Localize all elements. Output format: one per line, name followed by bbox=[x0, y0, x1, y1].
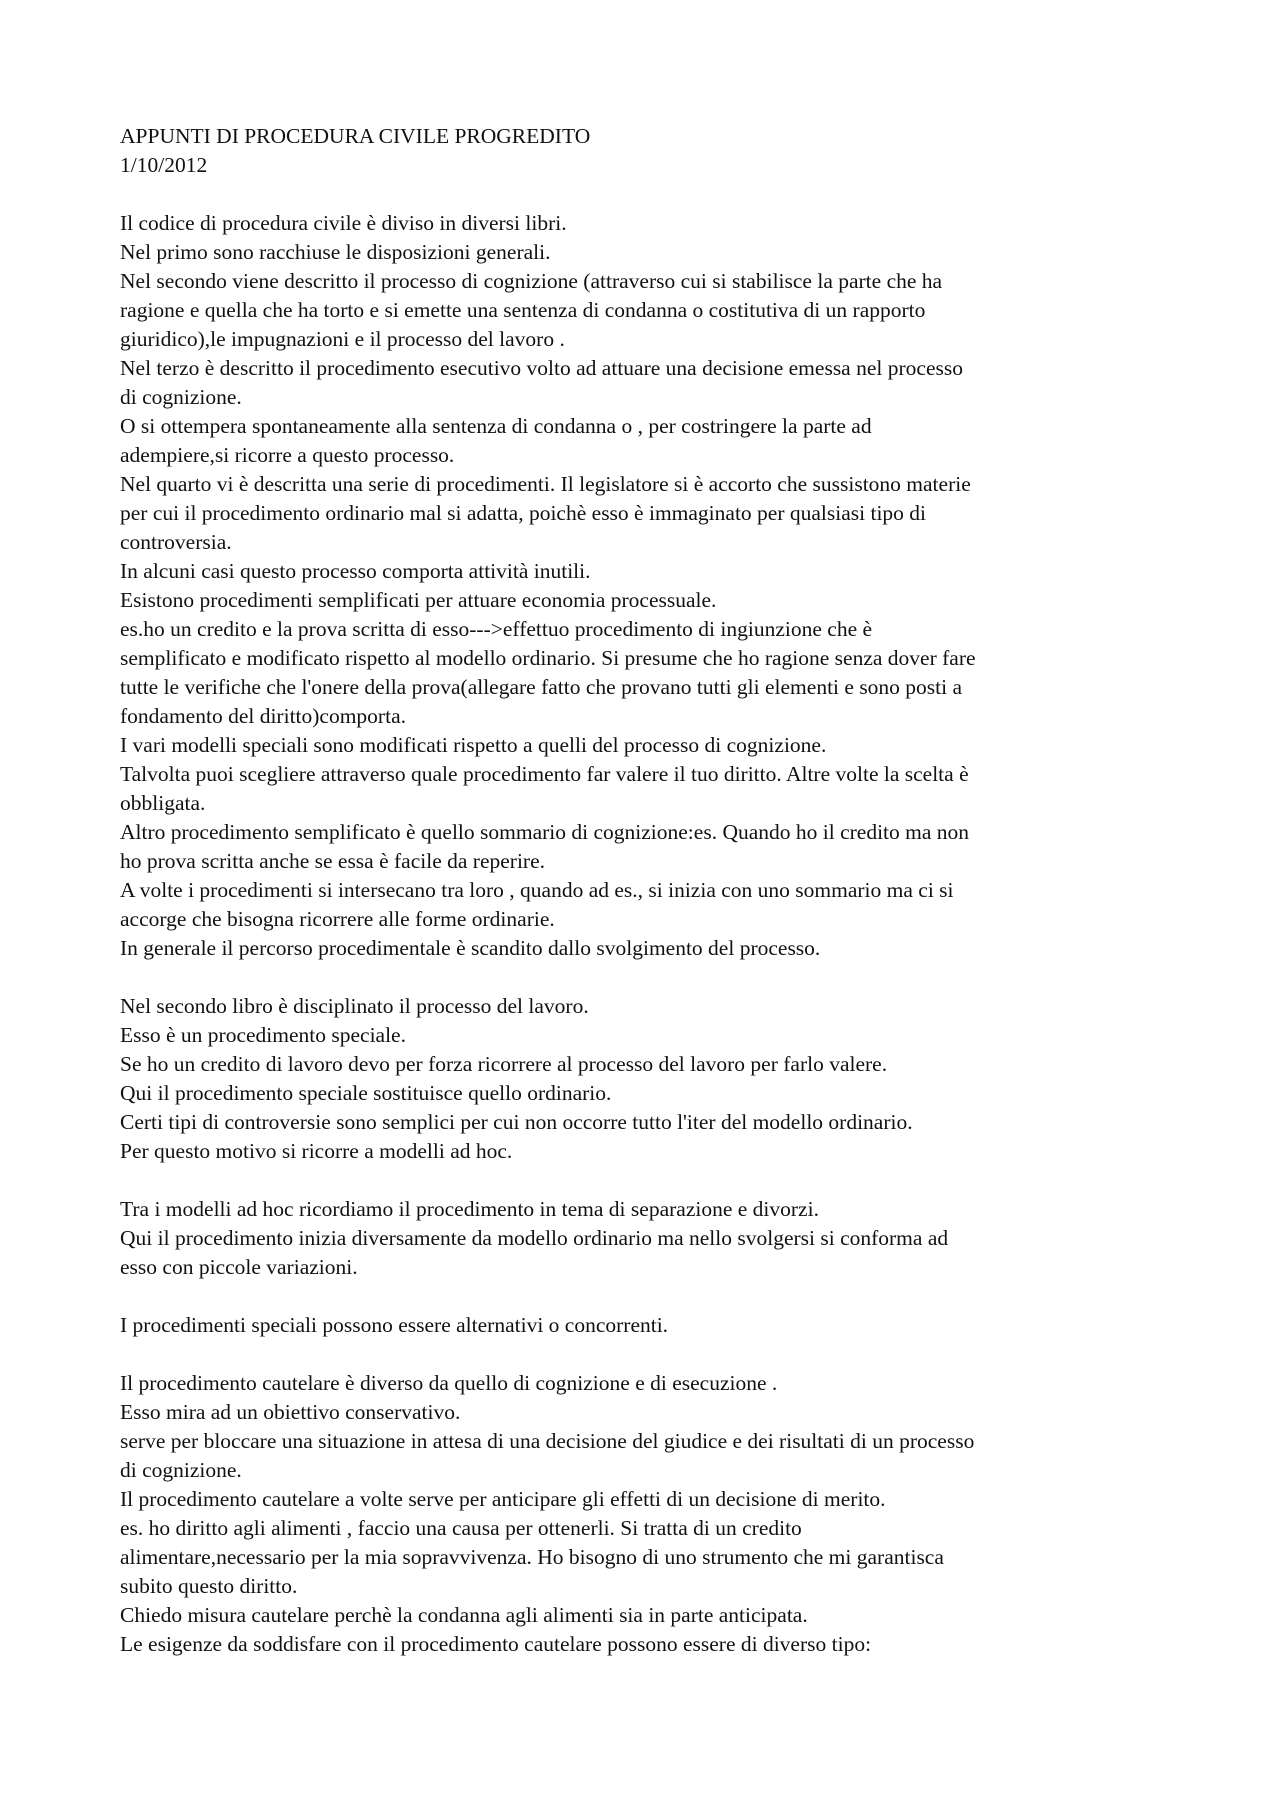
paragraph-block bbox=[120, 1369, 1180, 1659]
text-line: obbligata. bbox=[120, 791, 206, 815]
text-line: A volte i procedimenti si intersecano tra loro , quando ad es., si inizia con uno sommario ma ci si bbox=[120, 878, 954, 902]
text-line: Nel secondo viene descritto il processo di cognizione (attraverso cui si stabilisce la parte che ha bbox=[120, 269, 943, 293]
text-line: ho prova scritta anche se essa è facile da reperire. bbox=[120, 849, 545, 873]
text-line: controversia. bbox=[120, 530, 232, 554]
text-line: semplificato e modificato rispetto al modello ordinario. Si presume che ho ragione senza dover fare bbox=[120, 646, 976, 670]
blank-line bbox=[120, 1340, 1180, 1369]
text-line: In alcuni casi questo processo comporta attività inutili. bbox=[120, 559, 591, 583]
text-line: Nel primo sono racchiuse le disposizioni generali. bbox=[120, 240, 551, 264]
text-line: I vari modelli speciali sono modificati rispetto a quelli del processo di cognizione. bbox=[120, 733, 827, 757]
text-line: Qui il procedimento inizia diversamente da modello ordinario ma nello svolgersi si conforma ad bbox=[120, 1226, 949, 1250]
text-line: fondamento del diritto)comporta. bbox=[120, 704, 406, 728]
text-line: Per questo motivo si ricorre a modelli ad hoc. bbox=[120, 1139, 513, 1163]
text-line: O si ottempera spontaneamente alla sentenza di condanna o , per costringere la parte ad bbox=[120, 414, 872, 438]
text-line: adempiere,si ricorre a questo processo. bbox=[120, 443, 455, 467]
text-line: Se ho un credito di lavoro devo per forza ricorrere al processo del lavoro per farlo valere. bbox=[120, 1052, 888, 1076]
text-line: es. ho diritto agli alimenti , faccio una causa per ottenerli. Si tratta di un credito bbox=[120, 1516, 802, 1540]
text-line: serve per bloccare una situazione in attesa di una decisione del giudice e dei risultati di un processo bbox=[120, 1429, 975, 1453]
text-line: Il procedimento cautelare è diverso da quello di cognizione e di esecuzione . bbox=[120, 1371, 778, 1395]
text-line: Il codice di procedura civile è diviso in diversi libri. bbox=[120, 211, 567, 235]
text-line: Tra i modelli ad hoc ricordiamo il procedimento in tema di separazione e divorzi. bbox=[120, 1197, 819, 1221]
text-line: alimentare,necessario per la mia sopravvivenza. Ho bisogno di uno strumento che mi garantisca bbox=[120, 1545, 944, 1569]
text-line: di cognizione. bbox=[120, 385, 242, 409]
text-line: giuridico),le impugnazioni e il processo del lavoro . bbox=[120, 327, 565, 351]
text-line: Chiedo misura cautelare perchè la condanna agli alimenti sia in parte anticipata. bbox=[120, 1603, 808, 1627]
text-line: Esso mira ad un obiettivo conservativo. bbox=[120, 1400, 461, 1424]
text-line: es.ho un credito e la prova scritta di esso--->effettuo procedimento di ingiunzione che è bbox=[120, 617, 873, 641]
text-line: Talvolta puoi scegliere attraverso quale procedimento far valere il tuo diritto. Altre volte la scelta è bbox=[120, 762, 969, 786]
text-line: Altro procedimento semplificato è quello sommario di cognizione:es. Quando ho il credito ma non bbox=[120, 820, 970, 844]
document-title: APPUNTI DI PROCEDURA CIVILE PROGREDITO bbox=[120, 124, 591, 148]
paragraph-block bbox=[120, 209, 1180, 963]
text-line: Esistono procedimenti semplificati per attuare economia processuale. bbox=[120, 588, 717, 612]
blank-line bbox=[120, 963, 1180, 992]
text-line: subito questo diritto. bbox=[120, 1574, 298, 1598]
text-line: Il procedimento cautelare a volte serve per anticipare gli effetti di un decisione di merito. bbox=[120, 1487, 886, 1511]
paragraph-block bbox=[120, 992, 1180, 1166]
text-line: ragione e quella che ha torto e si emette una sentenza di condanna o costitutiva di un rapporto bbox=[120, 298, 926, 322]
blank-line bbox=[120, 180, 1180, 209]
paragraph-block bbox=[120, 1311, 1180, 1340]
text-line: per cui il procedimento ordinario mal si adatta, poichè esso è immaginato per qualsiasi tipo di bbox=[120, 501, 927, 525]
document-body bbox=[120, 209, 1180, 1659]
text-line: Certi tipi di controversie sono semplici per cui non occorre tutto l'iter del modello ordinario. bbox=[120, 1110, 913, 1134]
text-line: Nel secondo libro è disciplinato il processo del lavoro. bbox=[120, 994, 589, 1018]
blank-line bbox=[120, 1282, 1180, 1311]
text-line: tutte le verifiche che l'onere della prova(allegare fatto che provano tutti gli elementi e sono posti a bbox=[120, 675, 963, 699]
text-line: Nel terzo è descritto il procedimento esecutivo volto ad attuare una decisione emessa nel processo bbox=[120, 356, 963, 380]
document-date: 1/10/2012 bbox=[120, 153, 208, 177]
text-line: Nel quarto vi è descritta una serie di procedimenti. Il legislatore si è accorto che sussistono materie bbox=[120, 472, 971, 496]
text-line: Qui il procedimento speciale sostituisce quello ordinario. bbox=[120, 1081, 612, 1105]
blank-line bbox=[120, 1166, 1180, 1195]
text-line: esso con piccole variazioni. bbox=[120, 1255, 358, 1279]
text-line: I procedimenti speciali possono essere alternativi o concorrenti. bbox=[120, 1313, 669, 1337]
text-line: accorge che bisogna ricorrere alle forme ordinarie. bbox=[120, 907, 555, 931]
text-line: Le esigenze da soddisfare con il procedimento cautelare possono essere di diverso tipo: bbox=[120, 1632, 872, 1656]
document-page bbox=[120, 122, 1180, 1659]
text-line: In generale il percorso procedimentale è scandito dallo svolgimento del processo. bbox=[120, 936, 821, 960]
paragraph-block bbox=[120, 1195, 1180, 1282]
text-line: di cognizione. bbox=[120, 1458, 242, 1482]
text-line: Esso è un procedimento speciale. bbox=[120, 1023, 406, 1047]
